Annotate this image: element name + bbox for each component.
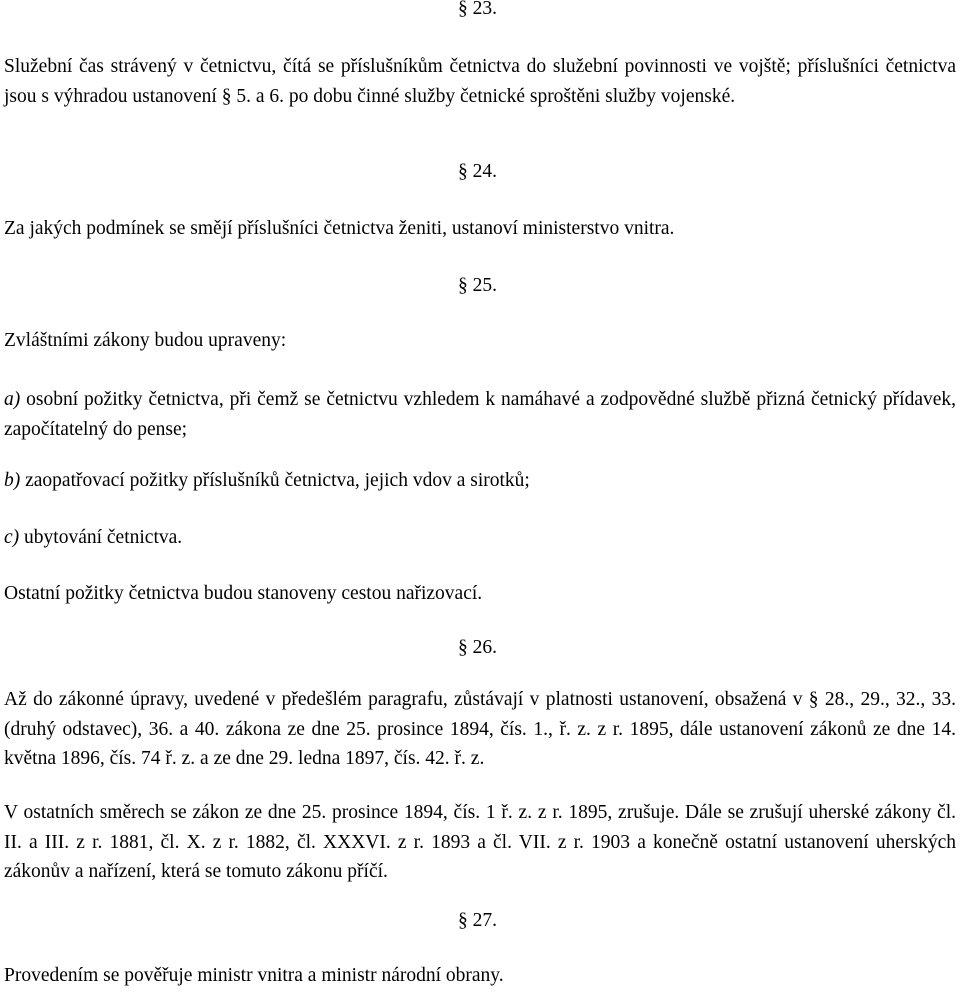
section-heading-26: § 26. <box>458 637 497 658</box>
section-heading-25: § 25. <box>458 275 497 296</box>
item-letter-b: b) <box>4 470 21 491</box>
section-heading-23: § 23. <box>458 0 497 19</box>
item-text-b: zaopatřovací požitky příslušníků četnictva, jejich vdov a sirotků; <box>25 470 530 491</box>
item-text-a: osobní požitky četnictva, při čemž se četnictvu vzhledem k namáhavé a zodpovědné službě přizná četnický přídavek, započítatelný do pense; <box>4 389 956 440</box>
section-26-paragraph-2: V ostatních směrech se zákon ze dne 25. prosince 1894, čís. 1 ř. z. z r. 1895, zrušuje. Dále se zrušují uherské zákony čl. II. a III. z r. 1881, čl. X. z r. 1882, čl. XXXVI. z r. 1893 a čl. VII. z r. 1903 a konečně ostatní ustanovení uherských zákonův a nařízení, která se tomuto zákonu příčí. <box>4 802 956 882</box>
section-24-paragraph: Za jakých podmínek se smějí příslušníci četnictva ženiti, ustanoví ministerstvo vnitra. <box>4 218 675 239</box>
section-27-paragraph: Provedením se pověřuje ministr vnitra a ministr národní obrany. <box>4 965 504 986</box>
section-25-item-c <box>4 527 182 549</box>
section-heading-24: § 24. <box>458 161 497 182</box>
item-text-c: ubytování četnictva. <box>24 527 183 548</box>
section-23-paragraph: Služební čas strávený v četnictvu, čítá se příslušníkům četnictva do služební povinnosti ve vojště; příslušníci četnictva jsou s výhradou ustanovení § 5. a 6. po dobu činné služby četnické sproštěni služby vojenské. <box>4 56 956 107</box>
item-letter-a: a) <box>4 389 21 410</box>
section-25-item-a <box>4 385 956 444</box>
section-25-item-b <box>4 470 530 492</box>
item-letter-c: c) <box>4 527 20 548</box>
section-25-intro: Zvláštními zákony budou upraveny: <box>4 330 287 351</box>
section-26-paragraph-1: Až do zákonné úpravy, uvedené v předešlém paragrafu, zůstávají v platnosti ustanovení, obsažená v § 28., 29., 32., 33. (druhý odstavec), 36. a 40. zákona ze dne 25. prosince 1894, čís. 1., ř. z. z r. 1895, dále ustanovení zákonů ze dne 14. května 1896, čís. 74 ř. z. a ze dne 29. ledna 1897, čís. 42. ř. z. <box>4 689 956 769</box>
section-25-closing: Ostatní požitky četnictva budou stanoveny cestou nařizovací. <box>4 583 483 604</box>
section-heading-27: § 27. <box>458 910 497 931</box>
